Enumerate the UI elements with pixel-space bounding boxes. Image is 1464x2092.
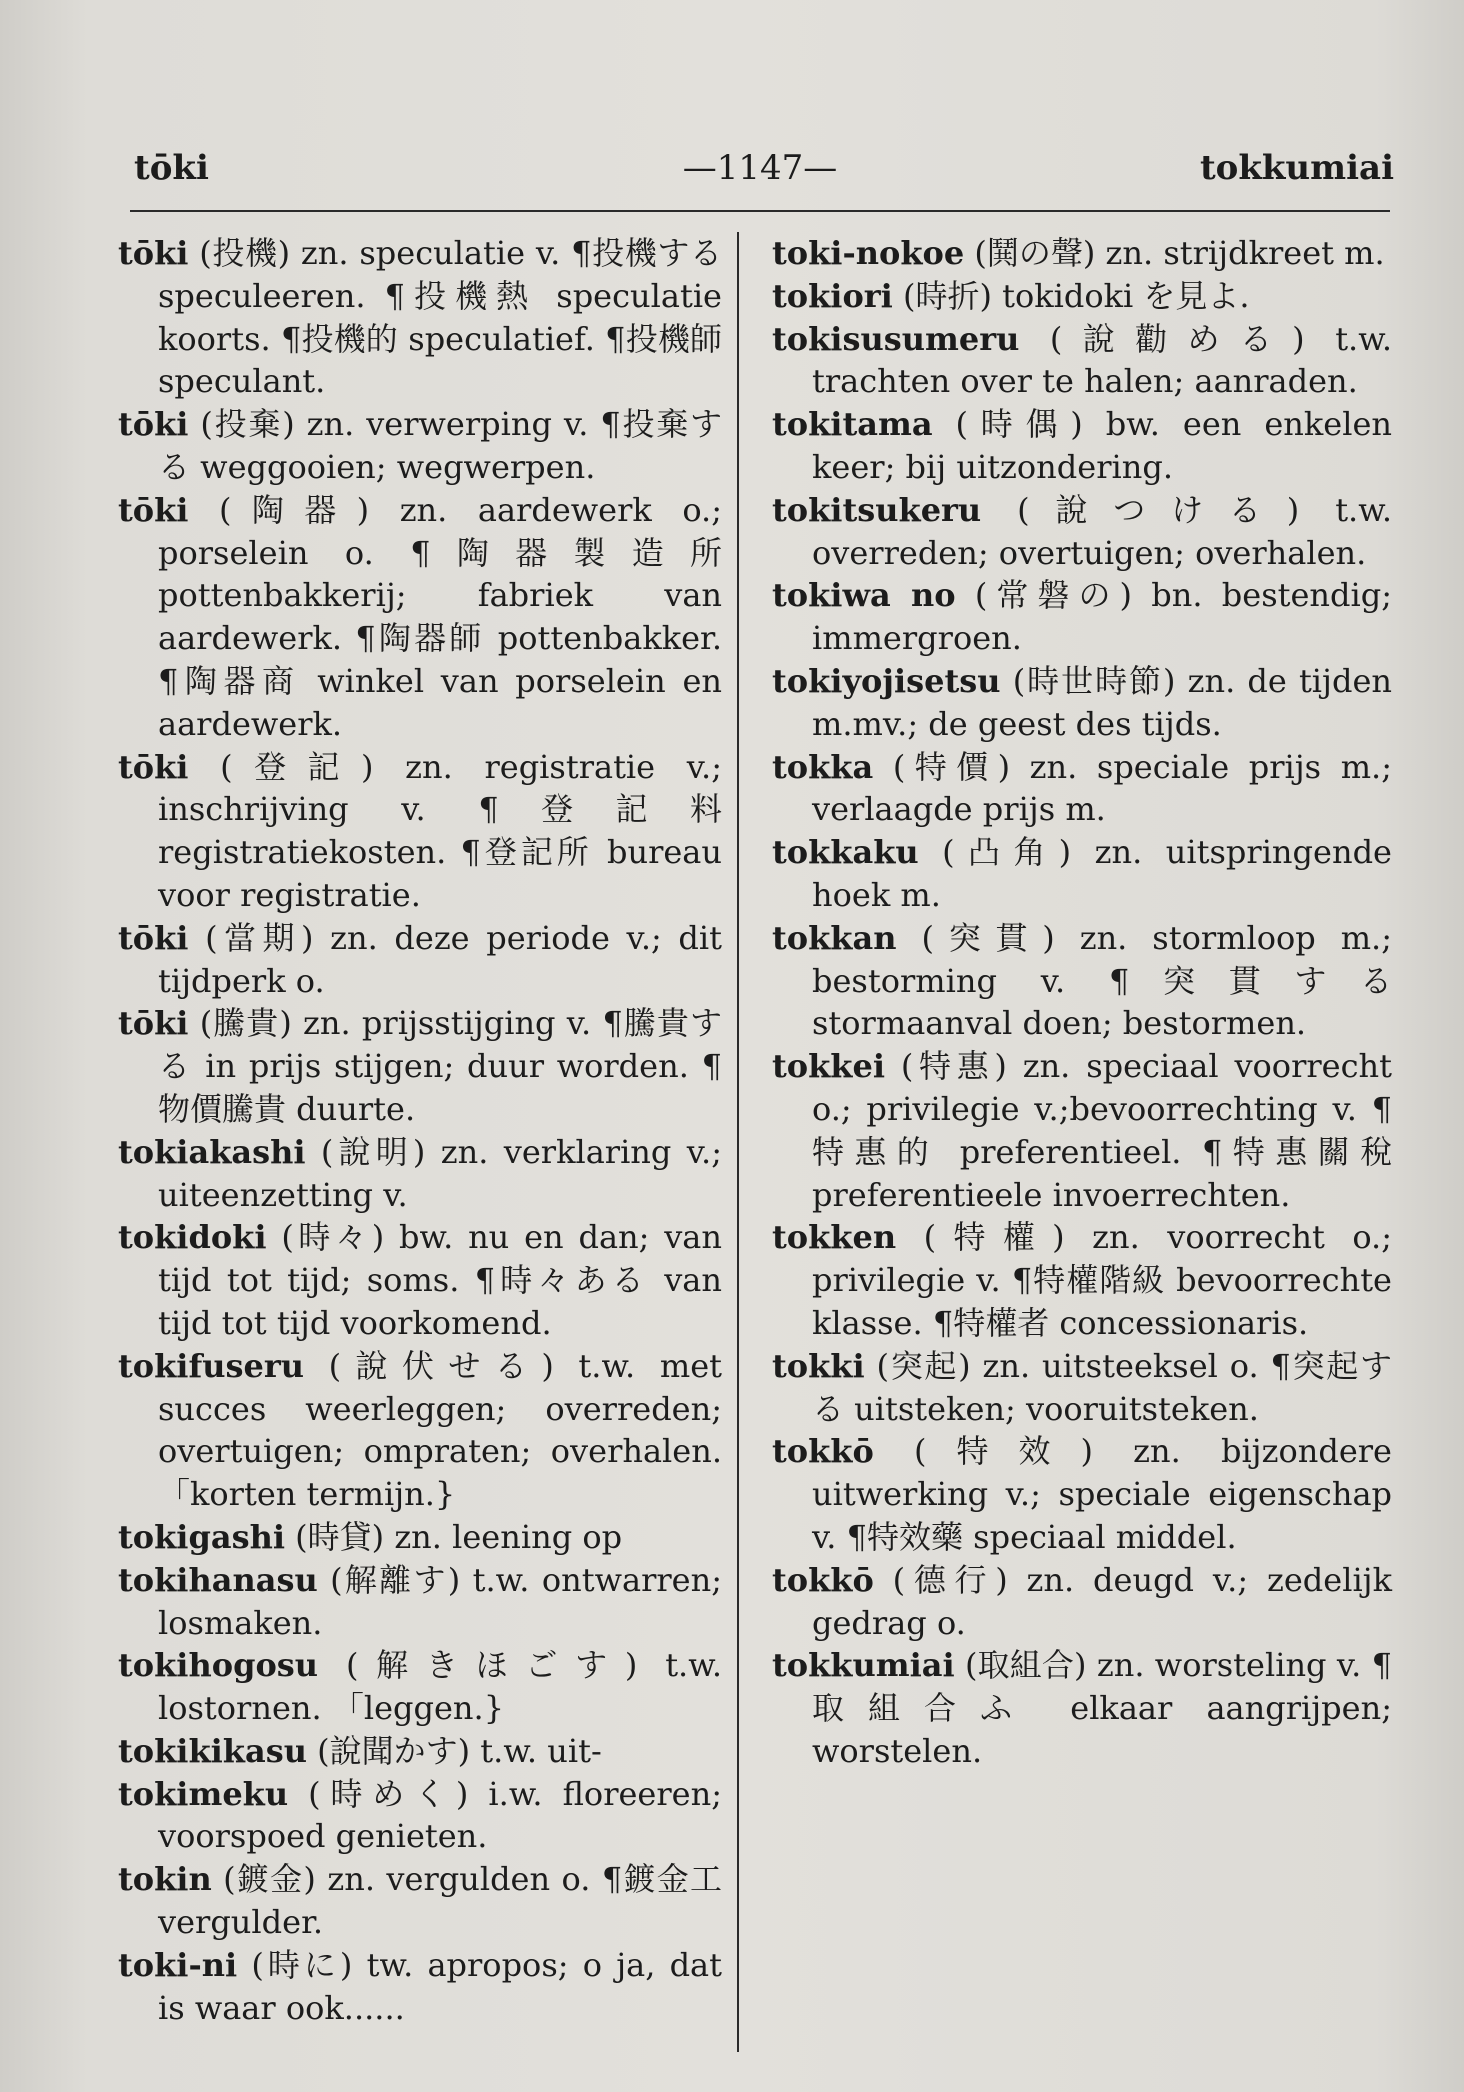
definition: (投機) zn. speculatie v. ¶投機する speculeeren. ¶投機熱 speculatie koorts. ¶投機的 speculatief. ¶投機師 speculant.	[158, 234, 722, 401]
dictionary-entry	[772, 917, 1392, 1045]
dictionary-entry	[118, 232, 722, 403]
headword: tokiwa no	[772, 576, 956, 615]
dictionary-entry	[772, 1559, 1392, 1645]
headword: tokki	[772, 1346, 865, 1385]
definition: (時折) tokidoki を見よ.	[902, 276, 1250, 315]
headword: tokitsukeru	[772, 490, 982, 529]
headword: tokin	[118, 1860, 212, 1899]
headword: toki-nokoe	[772, 234, 965, 272]
definition: (騰貴) zn. prijsstijging v. ¶騰貴する in prijs stijgen; duur worden. ¶物價騰貴 duurte.	[158, 1004, 722, 1128]
definition: (陶器) zn. aardewerk o.; porselein o. ¶陶器製造所 pottenbakkerij; fabriek van aardewerk. ¶陶器師 pottenbakker. ¶陶器商 winkel van porselein en aardewerk.	[158, 490, 722, 743]
definition: (鍍金) zn. vergulden o. ¶鍍金工 vergulder.	[158, 1860, 722, 1942]
definition: (特價) zn. speciale prijs m.; verlaagde prijs m.	[812, 747, 1392, 829]
header-guide-word-left: tōki	[134, 148, 209, 188]
definition: (時めく) i.w. floreeren; voorspoed genieten.	[158, 1774, 722, 1856]
headword: tokkumiai	[772, 1646, 955, 1685]
dictionary-entry	[772, 1045, 1392, 1216]
definition: (特惠) zn. speciaal voorrecht o.; privilegie v.;bevoorrechting v. ¶特惠的 preferentieel. ¶特惠關稅 preferentieele invoerrechten.	[812, 1047, 1392, 1214]
definition: (說聞かす) t.w. uit-	[317, 1731, 602, 1770]
definition: (當期) zn. deze periode v.; dit tijdperk o.	[158, 918, 722, 1000]
dictionary-entry	[772, 746, 1392, 832]
definition: (時世時節) zn. de tijden m.mv.; de geest des tijds.	[812, 661, 1392, 743]
dictionary-entry	[772, 403, 1392, 489]
definition: (取組合) zn. worsteling v. ¶取組合ふ elkaar aangrijpen; worstelen.	[812, 1646, 1392, 1770]
dictionary-entry	[118, 917, 722, 1003]
definition: (說明) zn. verklaring v.; uiteenzetting v.	[158, 1132, 722, 1214]
definition: (投棄) zn. verwerping v. ¶投棄する weggooien; wegwerpen.	[158, 405, 722, 486]
left-column	[118, 232, 722, 2029]
headword: tokidoki	[118, 1218, 267, 1257]
headword: tokkaku	[772, 833, 919, 872]
column-divider	[737, 232, 739, 2052]
definition: (凸角) zn. uitspringende hoek m.	[812, 833, 1392, 914]
headword: toki-ni	[118, 1945, 238, 1984]
definition: (時貸) zn. leening op	[295, 1517, 623, 1556]
dictionary-entry	[118, 746, 722, 917]
header-guide-word-right: tokkumiai	[1199, 148, 1394, 188]
dictionary-entry	[772, 660, 1392, 746]
headword: tōki	[118, 405, 189, 444]
definition: (解離す) t.w. ontwarren; losmaken.	[158, 1560, 722, 1642]
dictionary-entry	[118, 1773, 722, 1859]
headword: tokiyojisetsu	[772, 661, 1001, 700]
headword: tokiori	[772, 276, 893, 315]
headword: tōki	[118, 918, 189, 957]
headword: tōki	[118, 490, 189, 529]
dictionary-entry	[118, 1345, 722, 1516]
dictionary-entry	[772, 831, 1392, 917]
headword: tokihogosu	[118, 1646, 319, 1685]
dictionary-entry	[772, 1430, 1392, 1558]
definition: (說つける) t.w. overreden; overtuigen; overhalen.	[812, 490, 1392, 572]
headword: tokkō	[772, 1432, 874, 1471]
headword: tōki	[118, 1004, 189, 1043]
dictionary-entry	[772, 232, 1392, 275]
page-number: —1147—	[682, 148, 838, 188]
headword: tōki	[118, 234, 189, 272]
definition: (特效) zn. bijzondere uitwerking v.; speciale eigenschap v. ¶特效藥 speciaal middel.	[812, 1432, 1392, 1556]
dictionary-entry	[118, 1516, 722, 1559]
dictionary-entry	[118, 1131, 722, 1217]
dictionary-entry	[118, 489, 722, 746]
definition: (說伏せる) t.w. met succes weerleggen; overreden; overtuigen; ompraten; overhalen. 「korten termijn.}	[158, 1346, 722, 1514]
definition: (解きほごす) t.w. lostornen. 「leggen.}	[158, 1646, 722, 1728]
definition: (鬨の聲) zn. strijdkreet m.	[974, 234, 1385, 272]
dictionary-entry	[772, 1345, 1392, 1431]
headword: tokimeku	[118, 1774, 289, 1813]
dictionary-entry	[118, 1216, 722, 1344]
headword: tokifuseru	[118, 1346, 304, 1385]
headword: tokisusumeru	[772, 319, 1020, 358]
definition: (時に) tw. apropos; o ja, dat is waar ook......	[158, 1945, 722, 2027]
headword: tokitama	[772, 405, 933, 444]
dictionary-entry	[772, 1216, 1392, 1344]
headword: tokikikasu	[118, 1731, 307, 1770]
definition: (特權) zn. voorrecht o.; privilegie v. ¶特權階級 bevoorrechte klasse. ¶特權者 concessionaris.	[812, 1218, 1392, 1342]
headword: tokigashi	[118, 1517, 285, 1556]
dictionary-entry	[772, 489, 1392, 575]
right-column	[772, 232, 1392, 1773]
dictionary-entry	[118, 1002, 722, 1130]
dictionary-entry	[772, 574, 1392, 660]
definition: (德行) zn. deugd v.; zedelijk gedrag o.	[812, 1560, 1392, 1642]
headword: tokkei	[772, 1047, 885, 1086]
dictionary-entry	[118, 1644, 722, 1730]
definition: (登記) zn. registratie v.; inschrijving v. ¶登記料 registratiekosten. ¶登記所 bureau voor registratie.	[158, 747, 722, 914]
definition: (說勸める) t.w. trachten over te halen; aanraden.	[812, 319, 1392, 401]
page-header	[130, 148, 1394, 198]
headword: tokiakashi	[118, 1132, 306, 1171]
dictionary-entry	[772, 275, 1392, 318]
headword: tōki	[118, 747, 189, 786]
dictionary-entry	[118, 1858, 722, 1944]
definition: (時偶) bw. een enkelen keer; bij uitzondering.	[812, 405, 1392, 486]
dictionary-entry	[118, 1944, 722, 2030]
headword: tokihanasu	[118, 1560, 318, 1599]
dictionary-entry	[118, 403, 722, 489]
dictionary-entry	[772, 1644, 1392, 1772]
definition: (突起) zn. uitsteeksel o. ¶突起する uitsteken; vooruitsteken.	[812, 1346, 1392, 1428]
headword: tokkan	[772, 918, 897, 957]
dictionary-entry	[118, 1730, 722, 1773]
headword: tokkō	[772, 1560, 874, 1599]
definition: (突貫) zn. stormloop m.; bestorming v. ¶突貫する stormaanval doen; bestormen.	[812, 918, 1392, 1043]
dictionary-entry	[118, 1559, 722, 1645]
header-rule	[130, 210, 1390, 212]
dictionary-entry	[772, 318, 1392, 404]
headword: tokka	[772, 747, 874, 786]
headword: tokken	[772, 1218, 897, 1257]
definition: (常磐の) bn. bestendig; immergroen.	[812, 576, 1393, 658]
definition: (時々) bw. nu en dan; van tijd tot tijd; soms. ¶時々ある van tijd tot tijd voorkomend.	[158, 1218, 722, 1342]
